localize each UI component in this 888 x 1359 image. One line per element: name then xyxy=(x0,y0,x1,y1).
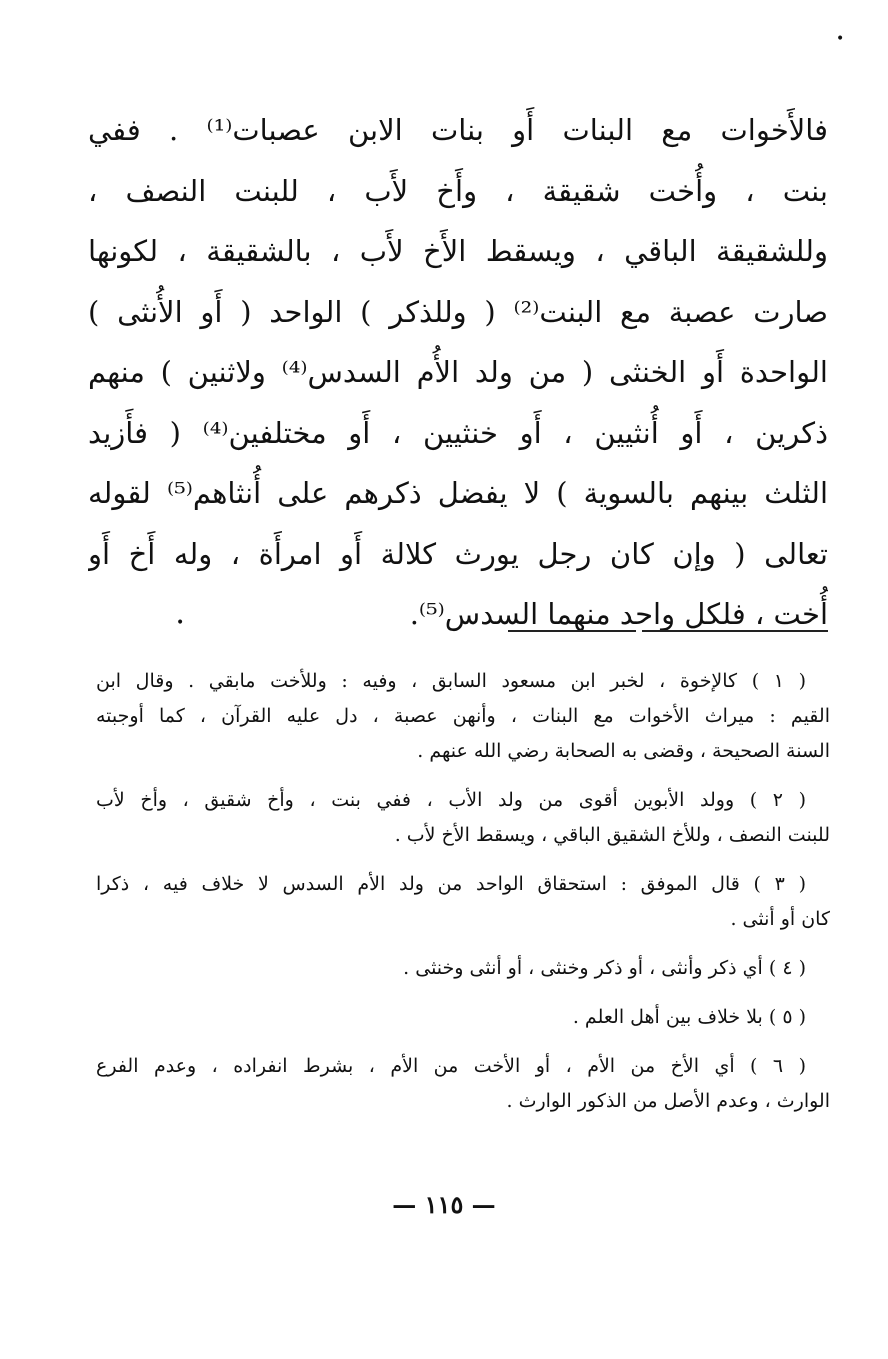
footnote-line: كان أو أنثى . xyxy=(730,908,830,930)
main-text-line: بنت ، وأُخت شقيقة ، وأَخ لأَب ، للبنت النصف ، xyxy=(88,173,828,208)
main-text-line: ذكرين ، أَو أُنثيين ، أَو خنثيين ، أَو مختلفين⁽⁴⁾ ( فأَزيد xyxy=(88,415,828,450)
footnote-1 xyxy=(96,664,830,769)
main-text-line: الواحدة أَو الخنثى ( من ولد الأُم السدس⁽⁴⁾ ولاثنين ) منهم xyxy=(88,355,828,389)
main-text-line: فالأَخوات مع البنات أَو بنات الابن عصبات⁽¹⁾ . ففي xyxy=(88,113,828,147)
footnote-4 xyxy=(96,951,830,986)
main-text-line: وللشقيقة الباقي ، ويسقط الأَخ لأَب ، بالشقيقة ، لكونها xyxy=(88,234,828,268)
footnote-6 xyxy=(96,1049,830,1119)
footnote-separator-right xyxy=(642,630,828,632)
footnote-line: ( ٤ ) أي ذكر وأنثى ، أو ذكر وخنثى ، أو أنثى وخنثى . xyxy=(403,957,806,979)
corner-dot-mark: • xyxy=(836,31,845,47)
footnote-line: ( ٥ ) بلا خلاف بين أهل العلم . xyxy=(572,1006,806,1028)
footnote-line: للبنت النصف ، وللأخ الشقيق الباقي ، ويسقط الأخ لأب . xyxy=(394,824,830,846)
footnote-line: القيم : ميراث الأخوات مع البنات ، وأنهن عصبة ، دل عليه القرآن ، كما أوجبته xyxy=(96,705,830,727)
stray-dot-mark: • xyxy=(176,615,185,631)
footnote-line: السنة الصحيحة ، وقضى به الصحابة رضي الله عنهم . xyxy=(417,740,830,762)
main-text-block xyxy=(88,100,828,645)
footnote-line: ( ٦ ) أي الأخ من الأم ، أو الأخت من الأم ، بشرط انفراده ، وعدم الفرع xyxy=(96,1055,807,1077)
footnote-line: ( ٢ ) وولد الأبوين أقوى من ولد الأب ، ففي بنت ، وأخ شقيق ، وأخ لأب xyxy=(96,789,806,811)
main-text-line: صارت عصبة مع البنت⁽²⁾ ( وللذكر ) الواحد ( أَو الأُنثى ) xyxy=(88,294,828,329)
page-number: — ١١٥ — xyxy=(392,1190,496,1219)
footnote-3 xyxy=(96,867,830,937)
footnote-line: الوارث ، وعدم الأصل من الذكور الوارث . xyxy=(506,1090,830,1112)
footnotes-block xyxy=(96,664,830,1133)
main-text-line: الثلث بينهم بالسوية ) لا يفضل ذكرهم على أُنثاهم⁽⁵⁾ لقوله xyxy=(88,476,828,510)
main-text-line: أُخت ، فلكل واحد منهما السدس⁽⁵⁾. xyxy=(409,597,828,631)
footnote-separator-left xyxy=(508,630,636,632)
footnote-line: ( ١ ) كالإخوة ، لخبر ابن مسعود السابق ، وفيه : وللأخت مابقي . وقال ابن xyxy=(96,670,806,692)
main-text-line: تعالى ( وإن كان رجل يورث كلالة أَو امرأَة ، وله أَخ أَو xyxy=(88,536,828,571)
footnote-line: ( ٣ ) قال الموفق : استحقاق الواحد من ولد الأم السدس لا خلاف فيه ، ذكرا xyxy=(96,873,807,895)
footnote-5 xyxy=(96,1000,830,1035)
footnote-2 xyxy=(96,783,830,853)
